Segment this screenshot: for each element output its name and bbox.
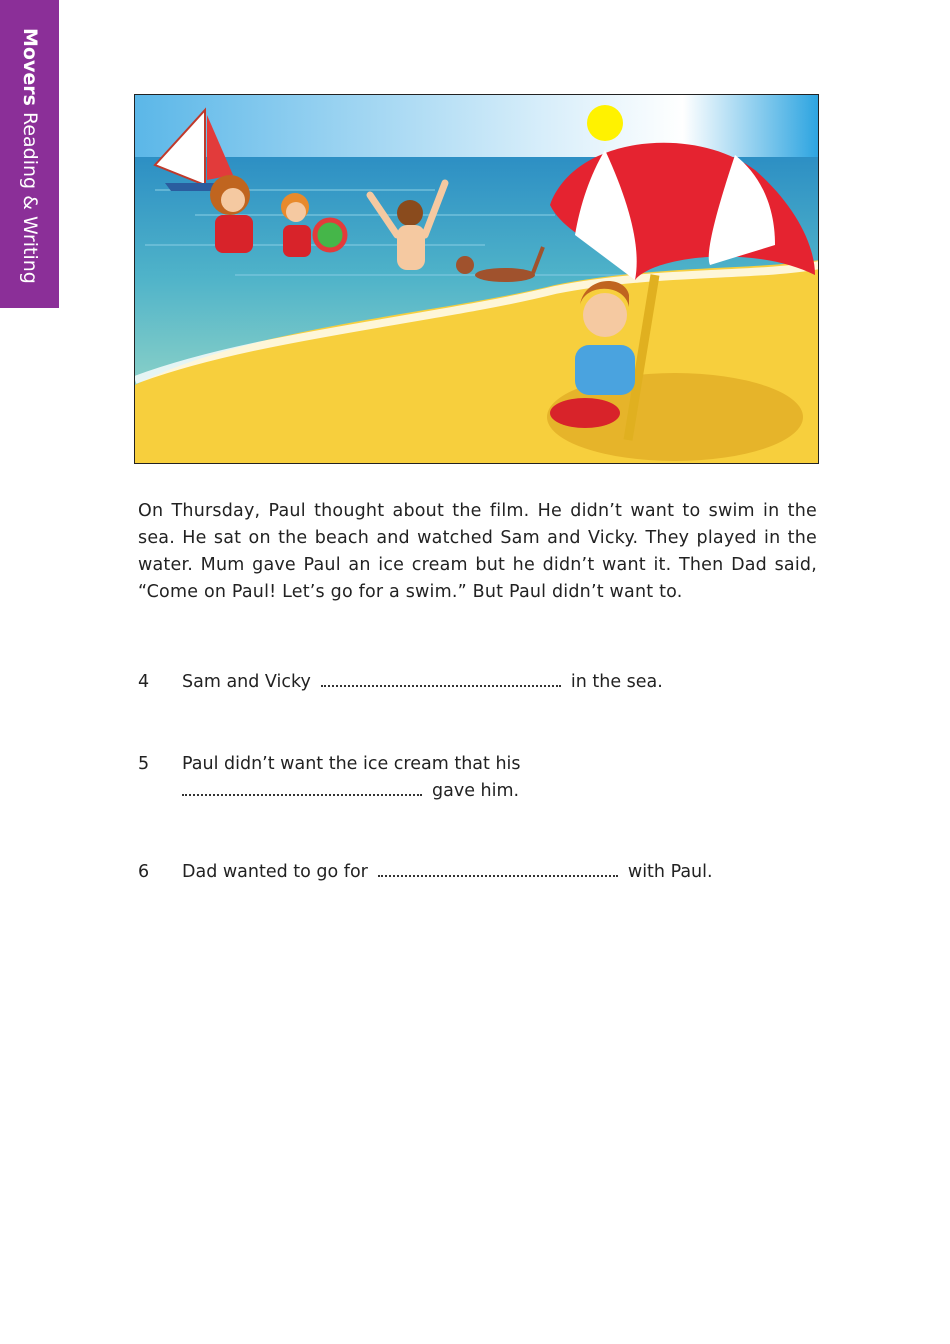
side-tab (0, 0, 59, 308)
answer-blank[interactable] (321, 671, 561, 687)
question-text-after: in the sea. (570, 672, 663, 692)
side-tab-label (19, 28, 41, 284)
question-text-after: gave him. (432, 781, 520, 801)
question-number: 5 (138, 754, 150, 774)
answer-blank[interactable] (378, 861, 618, 877)
question-number: 6 (138, 862, 150, 882)
sun (587, 105, 623, 141)
beach-ball (315, 220, 345, 250)
sky (135, 95, 819, 160)
level-label: Movers (19, 28, 41, 106)
question-number: 4 (138, 672, 150, 692)
question-text-before: Dad wanted to go for (182, 862, 368, 882)
beach-illustration (134, 94, 819, 464)
question-text-before: Paul didn’t want the ice cream that his (182, 754, 521, 774)
subject-label: Reading & Writing (19, 111, 41, 284)
question-text-before: Sam and Vicky (182, 672, 311, 692)
question-text-after: with Paul. (627, 862, 713, 882)
answer-blank[interactable] (182, 780, 422, 796)
story-text: On Thursday, Paul thought about the film. He didn’t want to swim in the sea. He sat on the beach and watched Sam and Vicky. They played in the water. Mum gave Paul an ice cream but he didn’t want it. Then Dad said, “Come on Paul! Let’s go for a swim.” But Paul didn’t want to. (138, 501, 817, 602)
